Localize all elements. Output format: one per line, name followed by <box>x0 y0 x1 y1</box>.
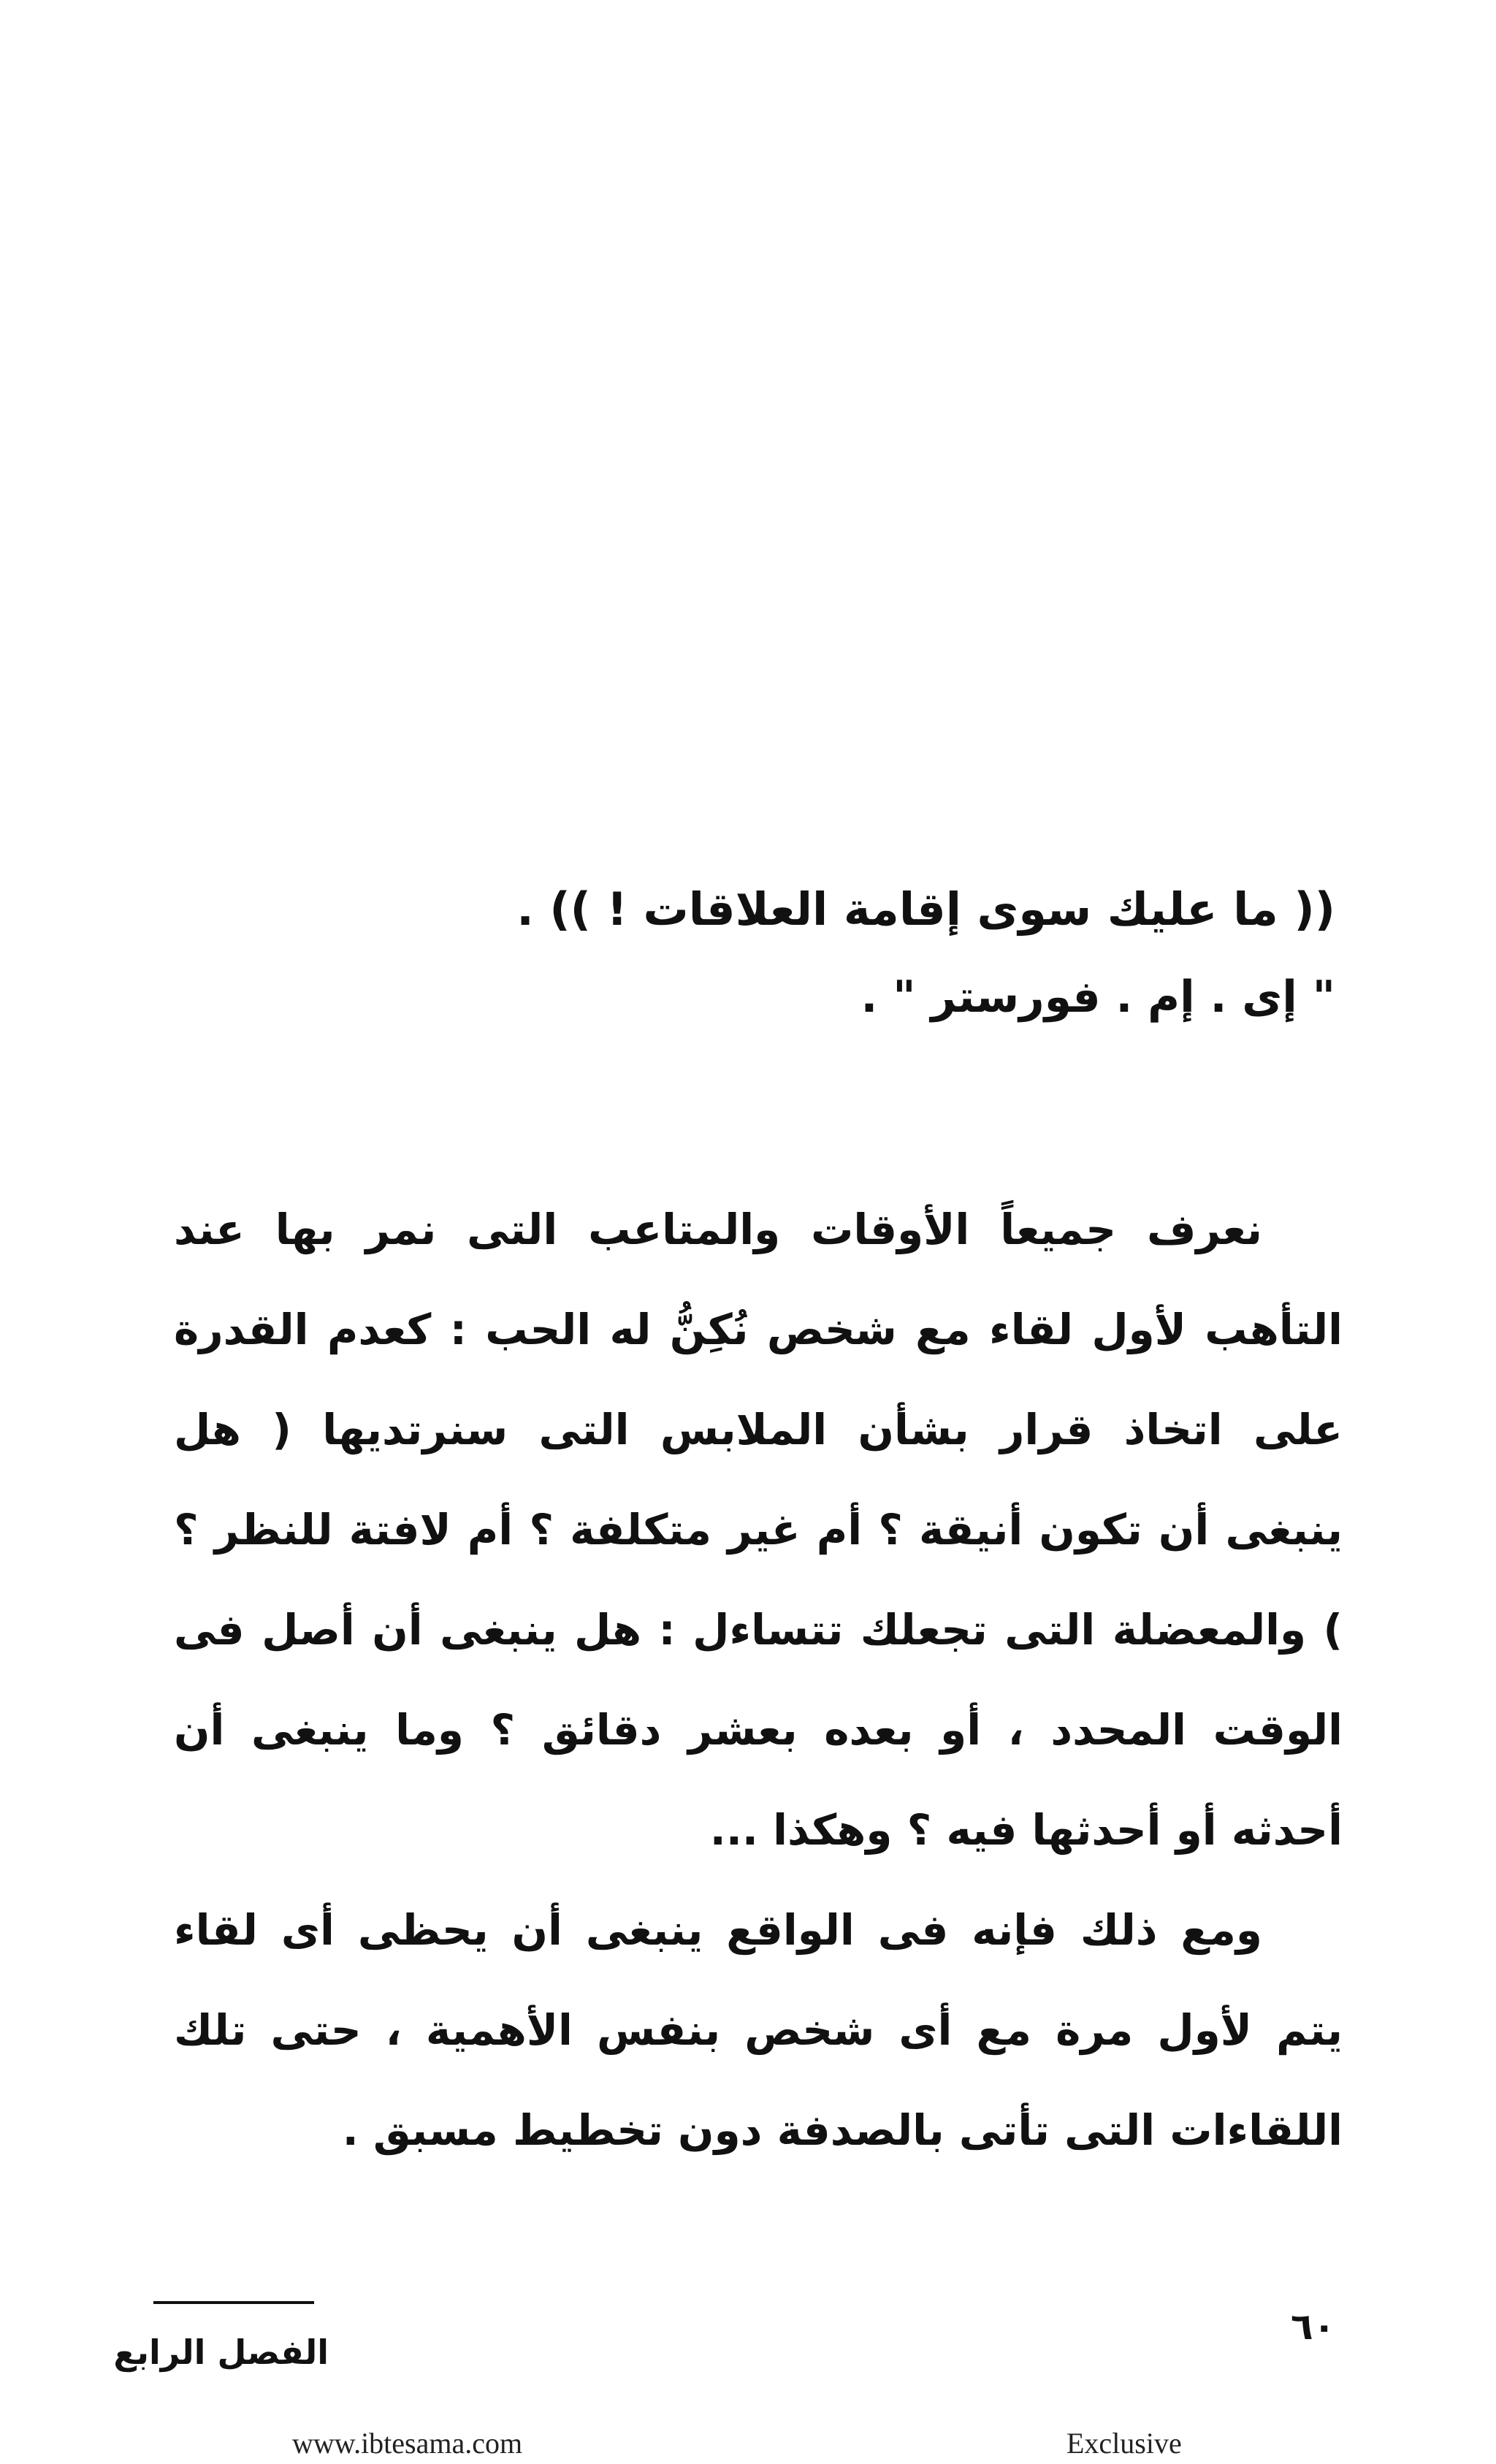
epigraph-quote: (( ما عليك سوى إقامة العلاقات ! )) . <box>516 882 1335 936</box>
chapter-label: الفصل الرابع <box>113 2333 329 2372</box>
epigraph-attribution: " إى . إم . فورستر " . <box>860 972 1335 1023</box>
paragraph: ومع ذلك فإنه فى الواقع ينبغى أن يحظى أى لقاء يتم لأول مرة مع أى شخص بنفس الأهمية ، حتى تلك اللقاءات التى تأتى بالصدفة دون تخطيط مسبق . <box>174 1905 1343 2155</box>
page-number: ٦٠ <box>1290 2305 1335 2348</box>
watermark-url: www.ibtesama.com <box>292 2427 523 2460</box>
watermark-tag: Exclusive <box>1066 2427 1182 2460</box>
footer-divider <box>153 2301 314 2304</box>
paragraph: نعرف جميعاً الأوقات والمتاعب التى نمر بها عند التأهب لأول لقاء مع شخص نُكِنُّ له الحب : كعدم القدرة على اتخاذ قرار بشأن الملابس التى سنرتديها ( هل ينبغى أن تكون أنيقة ؟ أم غير متكلفة ؟ أم لافتة للنظر ؟ ) والمعضلة التى تجعلك تتساءل : هل ينبغى أن أصل فى الوقت المحدد ، أو بعده بعشر دقائق ؟ وما ينبغى أن أحدثه أو أحدثها فيه ؟ وهكذا ... <box>174 1205 1343 1855</box>
epigraph <box>240 858 1335 1034</box>
body-text <box>174 1180 1343 2181</box>
